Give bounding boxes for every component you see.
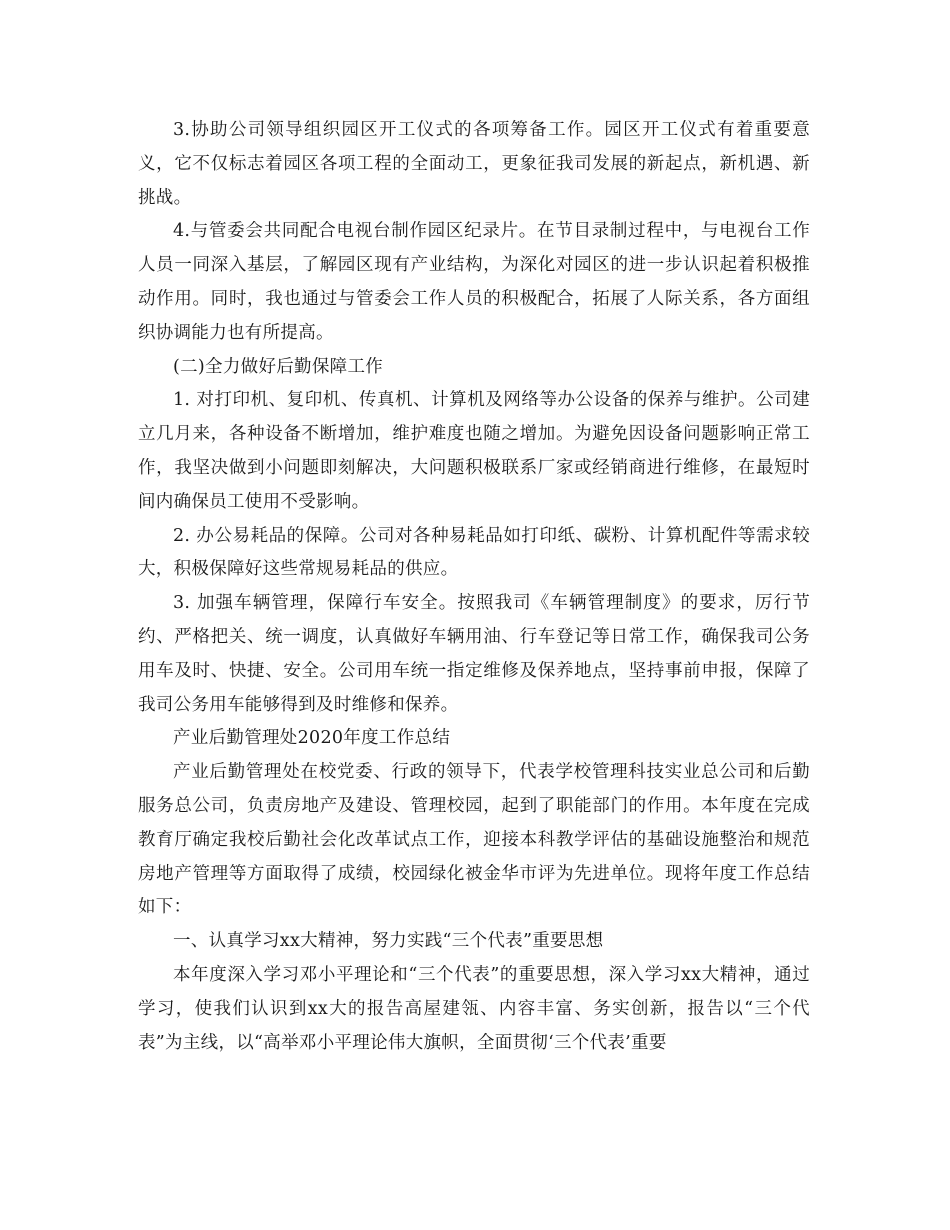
paragraph-vehicle-management: 3. 加强车辆管理，保障行车安全。按照我司《车辆管理制度》的要求，厉行节约、严格把关、统一调度，认真做好车辆用油、行车登记等日常工作，确保我司公务用车及时、快捷、安全。公司用车统一指定维修及保养地点，坚持事前申报，保障了我司公务用车能够得到及时维修和保养。	[138, 593, 810, 715]
document-subtitle: 产业后勤管理处2020年度工作总结	[173, 728, 451, 749]
paragraph-item-4: 4.与管委会共同配合电视台制作园区纪录片。在节目录制过程中，与电视台工作人员一同深入基层，了解园区现有产业结构，为深化对园区的进一步认识起着积极推动作用。同时，我也通过与管委会工作人员的积极配合，拓展了人际关系，各方面组织协调能力也有所提高。	[138, 221, 810, 343]
document-body	[138, 114, 810, 1060]
paragraph-item-3: 3.协助公司领导组织园区开工仪式的各项筹备工作。园区开工仪式有着重要意义，它不仅标志着园区各项工程的全面动工，更象征我司发展的新起点，新机遇、新挑战。	[138, 120, 810, 208]
section-heading-study: 一、认真学习xx大精神，努力实践“三个代表”重要思想	[173, 931, 604, 952]
section-heading-logistics: (二)全力做好后勤保障工作	[173, 356, 384, 377]
paragraph-consumables: 2. 办公易耗品的保障。公司对各种易耗品如打印纸、碳粉、计算机配件等需求较大，积极保障好这些常规易耗品的供应。	[138, 525, 810, 580]
paragraph-summary-intro: 产业后勤管理处在校党委、行政的领导下，代表学校管理科技实业总公司和后勤服务总公司，负责房地产及建设、管理校园，起到了职能部门的作用。本年度在完成教育厅确定我校后勤社会化改革试点工作，迎接本科教学评估的基础设施整治和规范房地产管理等方面取得了成绩，校园绿化被金华市评为先进单位。现将年度工作总结如下：	[138, 762, 810, 918]
paragraph-study-content: 本年度深入学习邓小平理论和“三个代表”的重要思想，深入学习xx大精神，通过学习，使我们认识到xx大的报告高屋建瓴、内容丰富、务实创新，报告以“三个代表”为主线，以“高举邓小平理论伟大旗帜，全面贯彻‘三个代表’重要	[138, 964, 810, 1053]
paragraph-equipment-maintenance: 1. 对打印机、复印机、传真机、计算机及网络等办公设备的保养与维护。公司建立几月来，各种设备不断增加，维护难度也随之增加。为避免因设备问题影响正常工作，我坚决做到小问题即刻解决，大问题积极联系厂家或经销商进行维修，在最短时间内确保员工使用不受影响。	[138, 390, 810, 512]
